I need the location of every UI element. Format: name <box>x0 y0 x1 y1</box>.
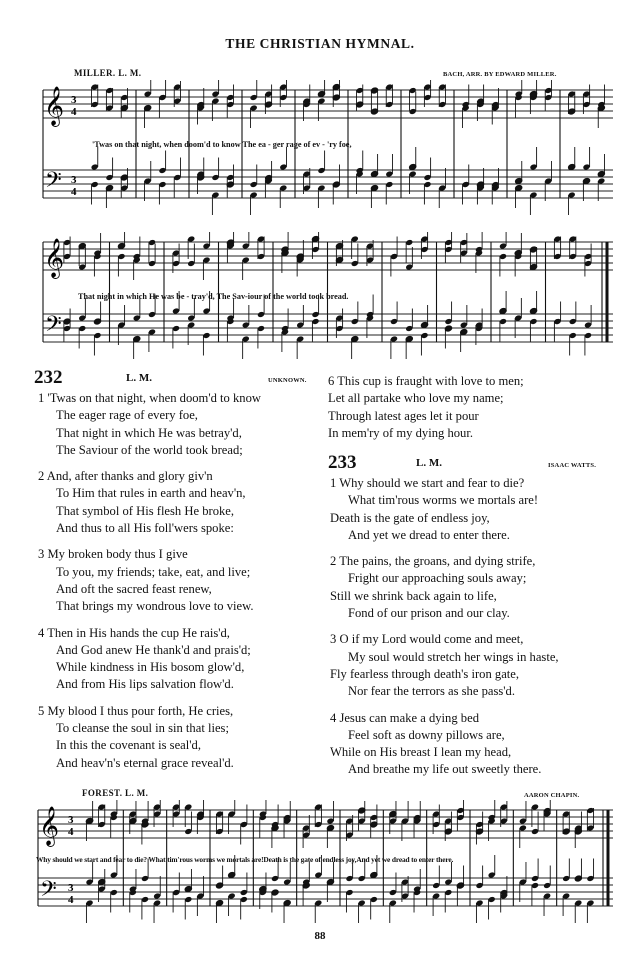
stanza-line: Fly fearless through death's iron gate, <box>330 666 520 681</box>
time-signature: 3 <box>71 94 77 106</box>
stanza-line: What tim'rous worms we mortals are! <box>348 493 539 508</box>
svg-text:4: 4 <box>68 826 74 838</box>
hymn-number-233: 233 <box>328 452 357 473</box>
tune-name-miller: MILLER. L. M. <box>74 68 142 78</box>
svg-text:4: 4 <box>68 894 74 906</box>
stanza-line: While kindness in His bosom glow'd, <box>56 660 245 675</box>
stanza-line: That brings my wondrous love to view. <box>56 599 254 614</box>
lyrics-forest-line-1: Why should we start and fear to die? What tim'rous worms we mortals are!Death is the gate of endless joy,And yet we dread to enter there. <box>36 855 454 864</box>
hymn-232-left-column <box>38 390 261 772</box>
treble-clef-icon: 𝄞 <box>44 238 65 278</box>
hymn-author-233: ISAAC WATTS. <box>548 462 597 469</box>
stanza-line: 4 Jesus can make a dying bed <box>330 710 479 725</box>
stanza-line: That symbol of His flesh He broke, <box>56 503 235 518</box>
stanza-line: 3 My broken body thus I give <box>38 547 188 562</box>
svg-text:4: 4 <box>71 186 77 198</box>
stanza-line: Death is the gate of endless joy, <box>330 510 490 525</box>
hymn-author-232: UNKNOWN. <box>268 377 307 384</box>
treble-clef-icon: 𝄞 <box>39 806 60 846</box>
stanza-line: That night in which He was betray'd, <box>56 425 242 440</box>
music-system-forest <box>30 800 620 935</box>
hymn-meter-233: L. M. <box>416 457 442 469</box>
treble-staff <box>43 90 613 118</box>
tune-credit-forest: AARON CHAPIN. <box>524 792 580 799</box>
hymn-number-232: 232 <box>34 367 63 388</box>
stanza-line: 2 And, after thanks and glory giv'n <box>38 469 213 484</box>
tune-name-forest: FOREST. L. M. <box>82 788 149 798</box>
hymn-232-right-column <box>328 373 524 442</box>
stanza-line: And thus to all His foll'wers spoke: <box>56 521 234 536</box>
bass-staff <box>43 170 613 198</box>
stanza-line: Nor fear the terrors as she pass'd. <box>348 684 515 699</box>
stanza-line: Feel soft as downy pillows are, <box>348 727 505 742</box>
stanza-line: Through latest ages let it pour <box>328 408 479 423</box>
stanza-line: And God anew He thank'd and prais'd; <box>56 642 251 657</box>
stanza-line: The Saviour of the world took bread; <box>56 442 243 457</box>
stanza-line: To you, my friends; take, eat, and live; <box>56 564 251 579</box>
tune-credit-miller: BACH, ARR. BY EDWARD MILLER. <box>443 71 557 78</box>
stanza-line: While on His breast I lean my head, <box>330 745 512 760</box>
lyrics-miller-line-2: That night in which He was be - tray'd, The Sav-iour of the world took bread. <box>78 292 349 301</box>
stanza-line: Fright our approaching souls away; <box>348 571 527 586</box>
stanza-line: 1 'Twas on that night, when doom'd to know <box>38 391 261 405</box>
treble-clef-icon: 𝄞 <box>44 86 65 126</box>
stanza-line: Fond of our prison and our clay. <box>348 606 510 621</box>
bass-clef-icon: 𝄢 <box>45 168 62 198</box>
lyrics-miller-line-1: 'Twas on that night, when doom'd to know The ea - ger rage of ev - 'ry foe, <box>92 140 352 149</box>
stanza-line: 4 Then in His hands the cup He rais'd, <box>38 625 230 640</box>
stanza-line: 5 My blood I thus pour forth, He cries, <box>38 703 234 718</box>
stanza-line: And from His lips salvation flow'd. <box>56 677 234 692</box>
bass-clef-icon: 𝄢 <box>40 877 57 907</box>
stanza-line: 6 This cup is fraught with love to men; <box>328 374 524 388</box>
stanza-line: In this the covenant is seal'd, <box>56 738 201 753</box>
stanza-line: 2 The pains, the groans, and dying strife, <box>330 554 536 569</box>
stanza-line: Let all partake who love my name; <box>328 391 504 406</box>
stanza-line: The eager rage of every foe, <box>56 408 198 423</box>
hymn-meter-232: L. M. <box>126 372 152 384</box>
stanza-line: And yet we dread to enter there. <box>348 527 510 542</box>
stanza-line: 1 Why should we start and fear to die? <box>330 476 525 490</box>
stanza-line: My soul would stretch her wings in haste, <box>348 649 559 664</box>
stanza-line: To Him that rules in earth and heav'n, <box>56 486 246 501</box>
hymn-233-column <box>330 475 559 779</box>
page-number: 88 <box>314 930 326 942</box>
stanza-line: To cleanse the soul in sin that lies; <box>56 721 229 736</box>
stanza-line: In mem'ry of my dying hour. <box>328 425 473 440</box>
svg-text:3: 3 <box>68 814 74 826</box>
stanza-line: 3 O if my Lord would come and meet, <box>330 632 524 647</box>
svg-text:4: 4 <box>71 106 77 118</box>
svg-text:3: 3 <box>71 174 77 186</box>
stanza-line: And heav'n's eternal grace reveal'd. <box>56 755 234 770</box>
page-header: THE CHRISTIAN HYMNAL. <box>225 36 415 51</box>
bass-clef-icon: 𝄢 <box>45 312 62 342</box>
stanza-line: Still we shrink back again to life, <box>330 588 497 603</box>
stanza-line: And oft the sacred feast renew, <box>56 581 212 596</box>
stanza-line: And breathe my life out sweetly there. <box>348 762 542 777</box>
svg-text:3: 3 <box>68 882 74 894</box>
